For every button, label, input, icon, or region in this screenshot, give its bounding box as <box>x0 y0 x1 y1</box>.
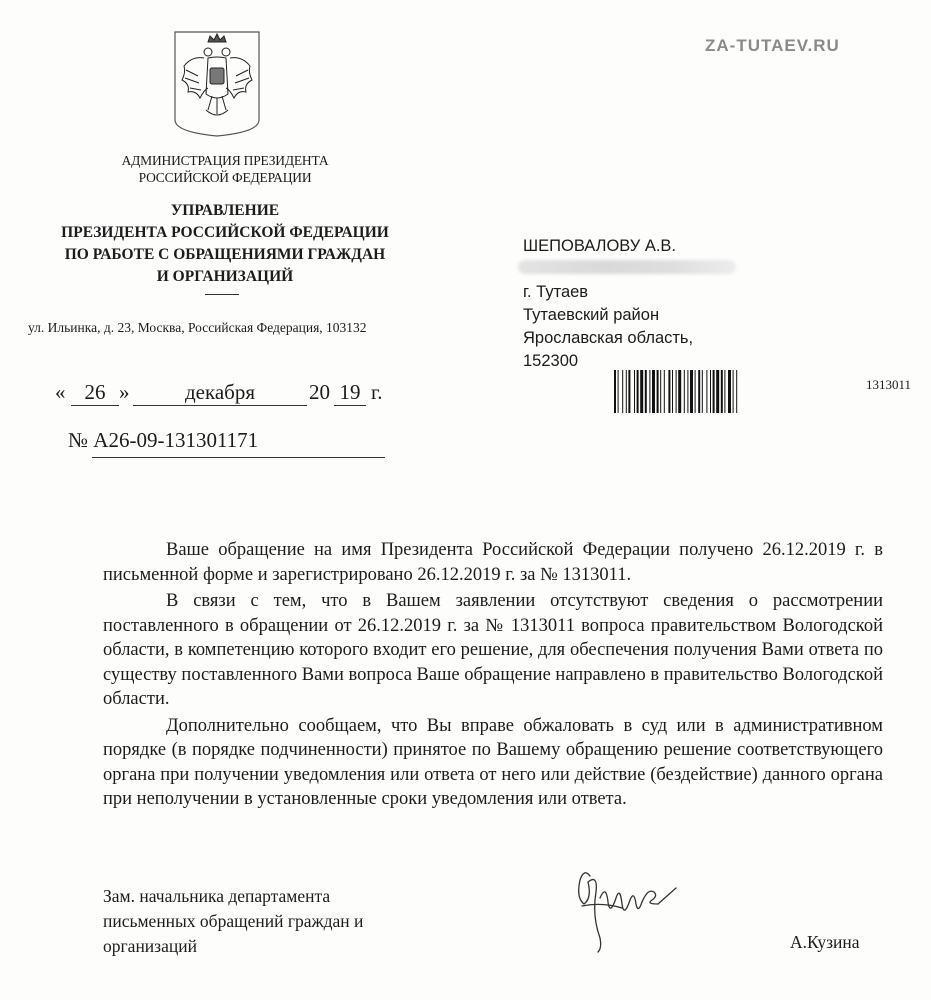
handwritten-signature-icon <box>562 858 682 958</box>
department-title <box>40 200 410 288</box>
date-close-quote: » <box>119 380 130 404</box>
recipient-district: Тутаевский район <box>523 306 660 324</box>
dept-line3: ПО РАБОТЕ С ОБРАЩЕНИЯМИ ГРАЖДАН <box>64 246 386 263</box>
body-paragraph-1: Ваше обращение на имя Президента Российской Федерации получено 26.12.2019 г. в письменной форме и зарегистрировано 26.12.2019 г. за № 1313011. <box>103 540 883 585</box>
watermark: ZA-TUTAEV.RU <box>705 36 840 55</box>
recipient-block <box>523 235 693 373</box>
date-month: декабря <box>133 380 307 406</box>
date-year-prefix: 20 <box>309 380 330 404</box>
signer-title <box>103 884 443 959</box>
date-year-suffix: 19 <box>334 380 366 406</box>
dept-line2: ПРЕЗИДЕНТА РОССИЙСКОЙ ФЕДЕРАЦИИ <box>61 224 389 241</box>
org-address: ул. Ильинка, д. 23, Москва, Российская Федерация, 103132 <box>28 320 367 335</box>
signer-name: А.Кузина <box>790 932 860 952</box>
recipient-region: Ярославская область, <box>523 329 694 347</box>
dept-line1: УПРАВЛЕНИЕ <box>170 202 280 219</box>
letter-date <box>55 380 395 410</box>
date-open-quote: « <box>55 380 66 404</box>
barcode <box>614 370 855 413</box>
document-number-underline <box>92 457 385 458</box>
body-paragraph-2: В связи с тем, что в Вашем заявлении отсутствуют сведения о рассмотрении поставленного в обращении от 26.12.2019 г. за № 1313011 вопроса правительством Вологодской области, в компетенцию которого входит его решение, для обеспечения получения Вами ответа по существу поставленного Вами вопроса Ваше обращение направлено в правительство Вологодской области. <box>103 591 883 709</box>
recipient-city: г. Тутаев <box>523 283 589 301</box>
dept-line4: И ОРГАНИЗАЦИЙ <box>156 268 294 285</box>
redaction-blur <box>518 260 736 274</box>
signer-title-line1: Зам. начальника департамента <box>103 886 331 906</box>
date-day: 26 <box>71 380 119 406</box>
body-paragraph-3: Дополнительно сообщаем, что Вы вправе обжаловать в суд или в административном порядке (в порядке подчиненности) принятое по Вашему обращению решение соответствующего органа при получении уведомления или ответа от него или действие (бездействие) данного органа при неполучении в установленные сроки уведомления или ответа. <box>103 715 883 809</box>
signer-title-line3: организаций <box>103 936 197 956</box>
russian-coat-of-arms-icon <box>172 28 262 138</box>
org-top-line2: РОССИЙСКОЙ ФЕДЕРАЦИИ <box>138 170 312 185</box>
org-top-line1: АДМИНИСТРАЦИЯ ПРЕЗИДЕНТА <box>121 153 329 168</box>
recipient-name: ШЕПОВАЛОВУ А.В. <box>523 237 677 255</box>
document-number: № А26-09-131301171 <box>68 428 259 452</box>
barcode-number: 1313011 <box>866 377 912 392</box>
header-divider <box>205 294 239 295</box>
date-year-unit: г. <box>371 380 383 404</box>
org-top-title <box>60 152 390 186</box>
signer-title-line2: письменных обращений граждан и <box>103 911 364 931</box>
recipient-postcode: 152300 <box>523 352 579 370</box>
letter-body <box>103 538 883 814</box>
